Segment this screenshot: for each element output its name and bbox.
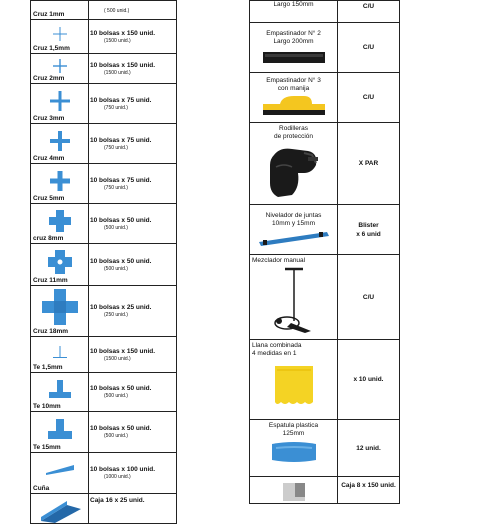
pack-total: (250 unid.) — [104, 312, 128, 318]
pack-quantity: Caja 16 x 25 unid. — [90, 497, 145, 504]
pack-total: (500 unid.) — [104, 224, 128, 231]
unit-cell: C/U — [338, 255, 400, 340]
wedge-icon — [43, 461, 77, 477]
product-label: Largo 150mm — [273, 1, 314, 8]
table-row — [31, 412, 177, 453]
cross-spacer-icon — [47, 249, 73, 275]
table-row — [250, 420, 400, 477]
pack-cell — [89, 494, 177, 524]
pack-total: (750 unid.) — [104, 184, 128, 191]
unit-cell: C/U — [338, 1, 400, 23]
grout-float-handle-icon — [258, 94, 330, 118]
pack-quantity: 10 bolsas x 50 unid. — [90, 216, 152, 224]
product-cell — [250, 205, 338, 255]
product-image-cell — [31, 84, 89, 124]
table-row — [250, 340, 400, 420]
unit-cell: X PAR — [338, 123, 400, 205]
pack-total: (1500 unid.) — [104, 355, 131, 362]
pack-quantity: 10 bolsas x 75 unid. — [90, 136, 152, 144]
pack-cell — [89, 54, 177, 84]
pack-cell — [89, 164, 177, 204]
notched-trowel-icon — [269, 362, 319, 408]
pack-total: (500 unid.) — [104, 433, 128, 439]
product-image-cell — [31, 286, 89, 337]
product-label: Mezclador manual — [252, 257, 306, 264]
product-cell — [250, 420, 338, 477]
product-caption: Te 1,5mm — [33, 364, 63, 371]
pack-total: (1500 unid.) — [104, 37, 131, 44]
cross-spacer-icon — [48, 89, 72, 113]
table-row — [250, 205, 400, 255]
product-label: Rodilleras de protección — [273, 125, 314, 140]
table-row — [31, 453, 177, 494]
product-cell — [250, 1, 338, 23]
product-label: Llana combinada 4 medidas en 1 — [252, 342, 302, 357]
cross-spacer-icon — [50, 56, 70, 76]
product-image-cell — [31, 54, 89, 84]
product-caption: Cruz 4mm — [33, 155, 65, 162]
table-row — [31, 204, 177, 244]
pack-cell — [89, 412, 177, 453]
table-row — [31, 1, 177, 20]
table-row — [31, 20, 177, 54]
product-image-cell — [31, 164, 89, 204]
pack-cell — [89, 244, 177, 286]
pack-total: (1500 unid.) — [104, 69, 131, 76]
product-caption: Cuña — [33, 485, 50, 492]
product-image-cell — [31, 373, 89, 412]
product-image-cell — [31, 20, 89, 54]
product-label: Espatula plastica 125mm — [268, 422, 319, 437]
pack-total: (750 unid.) — [104, 104, 128, 111]
table-row — [250, 255, 400, 340]
product-cell — [250, 477, 338, 504]
product-caption: Cruz 3mm — [33, 115, 65, 122]
pack-quantity: 10 bolsas x 150 unid. — [90, 61, 156, 69]
tee-spacer-icon — [47, 378, 73, 400]
tee-spacer-icon — [50, 342, 70, 362]
pack-quantity: 10 bolsas x 50 unid. — [90, 257, 152, 265]
knee-pads-icon — [264, 143, 324, 199]
pack-quantity: 10 bolsas x 50 unid. — [90, 385, 152, 392]
pack-total: (750 unid.) — [104, 144, 128, 151]
unit-cell: Caja 8 x 150 unid. — [338, 477, 400, 504]
pack-quantity: 10 bolsas x 150 unid. — [90, 347, 156, 355]
table-row — [31, 337, 177, 373]
pack-quantity: 10 bolsas x 75 unid. — [90, 176, 152, 184]
table-row — [31, 373, 177, 412]
table-row — [31, 84, 177, 124]
table-row — [250, 123, 400, 205]
pack-total: (1000 unid.) — [104, 474, 131, 480]
product-label: Nivelador de juntas 10mm y 15mm — [265, 211, 322, 227]
pack-total: ( 500 unid.) — [104, 7, 130, 14]
pack-cell — [89, 84, 177, 124]
product-image-cell — [31, 337, 89, 373]
pack-cell — [89, 453, 177, 494]
product-image-cell — [31, 204, 89, 244]
hand-mixer-icon — [259, 265, 329, 337]
table-row — [250, 73, 400, 123]
cross-spacer-icon — [40, 287, 80, 327]
table-row — [250, 477, 400, 504]
pack-quantity: 10 bolsas x 50 unid. — [90, 425, 152, 432]
pack-quantity: 10 bolsas x 25 unid. — [90, 304, 152, 311]
product-cell — [250, 73, 338, 123]
pack-total: (500 unid.) — [104, 265, 128, 272]
tools-table — [249, 0, 400, 504]
cross-spacer-icon — [50, 24, 70, 44]
product-caption: Cruz 11mm — [33, 277, 68, 284]
unit-cell: 12 unid. — [338, 420, 400, 477]
product-caption: Cruz 5mm — [33, 195, 65, 202]
cross-spacer-icon — [48, 129, 72, 153]
product-caption: Te 15mm — [33, 444, 61, 451]
cross-spacer-icon — [48, 169, 72, 193]
unit-cell: Blister x 6 unid — [338, 205, 400, 255]
grout-float-icon — [261, 49, 327, 65]
product-image-cell — [31, 1, 89, 20]
tool-partial-icon — [279, 481, 309, 501]
unit-cell: x 10 unid. — [338, 340, 400, 420]
joint-leveler-icon — [255, 230, 333, 248]
box-icon — [37, 499, 83, 523]
table-row — [31, 54, 177, 84]
pack-cell — [89, 373, 177, 412]
tee-spacer-icon — [46, 417, 74, 441]
product-image-cell — [31, 453, 89, 494]
pack-cell — [89, 286, 177, 337]
product-cell — [250, 255, 338, 340]
product-cell — [250, 23, 338, 73]
product-caption: Cruz 2mm — [33, 75, 65, 82]
product-image-cell — [31, 124, 89, 164]
unit-cell: C/U — [338, 73, 400, 123]
product-image-cell — [31, 412, 89, 453]
product-caption: Cruz 1mm — [33, 11, 65, 18]
pack-quantity: 10 bolsas x 75 unid. — [90, 96, 152, 104]
pack-total: (500 unid.) — [104, 393, 128, 399]
table-row — [31, 286, 177, 337]
plastic-spatula-icon — [266, 440, 322, 466]
product-caption: Cruz 18mm — [33, 328, 69, 335]
table-row — [31, 244, 177, 286]
product-cell — [250, 123, 338, 205]
pack-cell — [89, 337, 177, 373]
pack-quantity: 10 bolsas x 100 unid. — [90, 466, 156, 473]
pack-quantity: 10 bolsas x 150 unid. — [90, 29, 156, 37]
table-row — [31, 124, 177, 164]
product-image-cell — [31, 244, 89, 286]
product-label: Empastinador N° 2 Largo 200mm — [266, 30, 321, 45]
table-row — [250, 1, 400, 23]
cross-spacer-icon — [47, 208, 73, 234]
pack-cell — [89, 124, 177, 164]
table-row — [31, 164, 177, 204]
spacers-table — [30, 0, 177, 524]
product-label: Empastinador N° 3 con manija — [266, 77, 321, 92]
unit-cell: C/U — [338, 23, 400, 73]
product-caption: cruz 8mm — [33, 235, 64, 242]
product-caption: Cruz 1,5mm — [33, 45, 70, 52]
product-caption: Te 10mm — [33, 403, 61, 410]
pack-cell — [89, 20, 177, 54]
product-cell — [250, 340, 338, 420]
table-row — [31, 494, 177, 524]
pack-cell — [89, 204, 177, 244]
product-image-cell — [31, 494, 89, 524]
table-row — [250, 23, 400, 73]
pack-cell — [89, 1, 177, 20]
